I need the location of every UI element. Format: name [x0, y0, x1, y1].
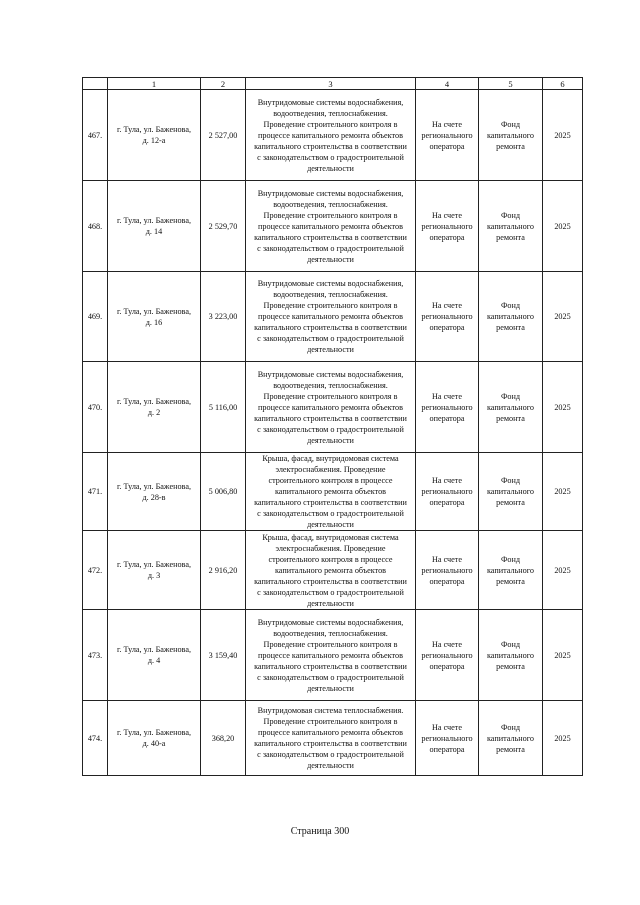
address-cell [108, 362, 201, 453]
funding-method-cell [416, 531, 479, 610]
works-cell-line: строительного контроля в процессе [268, 554, 393, 564]
works-cell-line: Внутридомовая система теплоснабжения. [257, 706, 404, 715]
table-header [83, 78, 583, 90]
funding-method-cell-line: оператора [429, 232, 465, 242]
fund-cell-line: Фонд [500, 722, 521, 732]
works-cell-line: с законодательством о градостроительной [257, 243, 404, 253]
address-cell-line: г. Тула, ул. Баженова, [116, 306, 191, 316]
works-cell-line: процессе капитального ремонта объектов [258, 312, 403, 321]
fund-cell-line: ремонта [496, 576, 525, 586]
year-cell: 2025 [543, 701, 583, 776]
address-cell-line: г. Тула, ул. Баженова, [116, 728, 191, 737]
address-cell [108, 181, 201, 272]
fund-cell [479, 90, 543, 181]
fund-cell [479, 610, 543, 701]
fund-cell-line: капитального [486, 487, 535, 496]
works-cell-line: Крыша, фасад, внутридомовая система [262, 454, 399, 463]
works-cell-line: капитального строительства в соответствии [254, 576, 407, 586]
works-cell-line: процессе капитального ремонта объектов [258, 130, 403, 140]
fund-cell-line: Фонд [500, 639, 521, 649]
fund-cell [479, 531, 543, 610]
fund-cell-line: Фонд [500, 210, 521, 220]
fund-cell-line: ремонта [496, 323, 525, 332]
year-cell: 2025 [543, 453, 583, 531]
fund-cell [479, 701, 543, 776]
cost-cell: 2 529,70 [201, 181, 246, 272]
fund-cell-line: Фонд [500, 119, 521, 129]
fund-cell-line: ремонта [496, 744, 525, 754]
works-cell [246, 531, 416, 610]
fund-cell-line: капитального [486, 650, 535, 660]
works-cell-line: Проведение строительного контроля в [263, 119, 398, 129]
funding-method-cell-line: оператора [429, 744, 465, 754]
works-cell-line: Проведение строительного контроля в [263, 210, 398, 220]
address-cell-line: д. 14 [145, 227, 163, 236]
works-cell-line: Внутридомовые системы водоснабжения, [257, 369, 404, 379]
works-cell-line: процессе капитального ремонта объектов [258, 402, 403, 412]
header-row [83, 78, 583, 90]
column-header-4: 4 [416, 78, 479, 90]
table-body [83, 90, 583, 776]
row-number: 470. [83, 362, 108, 453]
works-cell-line: капитального строительства в соответствии [254, 739, 407, 748]
works-cell-line: процессе капитального ремонта объектов [258, 221, 403, 231]
works-cell-line: с законодательством о градостроительной [257, 587, 404, 597]
works-cell-line: с законодательством о градостроительной [257, 672, 404, 682]
works-cell-line: деятельности [307, 598, 354, 608]
works-cell-line: Внутридомовые системы водоснабжения, [257, 617, 404, 627]
page-number: Страница 300 [290, 826, 350, 837]
funding-method-cell-line: На счете [431, 722, 463, 732]
fund-cell [479, 453, 543, 531]
works-cell [246, 90, 416, 181]
works-cell-line: с законодательством о градостроительной [257, 424, 404, 434]
funding-method-cell-line: оператора [429, 576, 465, 586]
fund-cell-line: капитального [486, 130, 535, 140]
cost-cell: 3 159,40 [201, 610, 246, 701]
works-cell [246, 272, 416, 362]
address-cell [108, 610, 201, 701]
funding-method-cell-line: регионального [421, 565, 473, 575]
works-cell [246, 362, 416, 453]
column-header-1: 1 [108, 78, 201, 90]
works-cell-line: строительного контроля в процессе [268, 476, 393, 485]
works-cell-line: деятельности [307, 254, 354, 264]
cost-cell: 2 527,00 [201, 90, 246, 181]
fund-cell-line: капитального [486, 402, 535, 412]
works-cell-line: капитального ремонта объектов [274, 487, 387, 496]
funding-method-cell-line: регионального [421, 650, 473, 660]
year-cell: 2025 [543, 90, 583, 181]
funding-method-cell [416, 181, 479, 272]
works-cell-line: капитального строительства в соответствии [254, 141, 407, 151]
funding-method-cell-line: На счете [431, 301, 463, 310]
address-cell-line: д. 4 [147, 656, 161, 665]
year-cell: 2025 [543, 610, 583, 701]
funding-method-cell [416, 610, 479, 701]
funding-method-cell-line: регионального [421, 130, 473, 140]
works-cell-line: Внутридомовые системы водоснабжения, [257, 279, 404, 288]
funding-method-cell-line: На счете [431, 210, 463, 220]
funding-method-cell-line: регионального [421, 733, 473, 743]
address-cell [108, 90, 201, 181]
works-cell-line: деятельности [307, 435, 354, 445]
fund-cell-line: Фонд [500, 554, 521, 564]
table-row [83, 701, 583, 776]
works-cell-line: с законодательством о градостроительной [257, 152, 404, 162]
column-header-3: 3 [246, 78, 416, 90]
fund-cell-line: ремонта [496, 661, 525, 671]
address-cell-line: д. 12-а [142, 136, 166, 145]
works-cell-line: с законодательством о градостроительной [257, 334, 404, 343]
funding-method-cell-line: На счете [431, 554, 463, 564]
fund-cell-line: капитального [486, 312, 535, 321]
works-cell [246, 701, 416, 776]
works-cell-line: процессе капитального ремонта объектов [258, 728, 403, 737]
works-cell-line: деятельности [307, 520, 354, 529]
works-cell-line: деятельности [307, 345, 354, 354]
works-cell-line: капитального строительства в соответствии [254, 413, 407, 423]
table-row [83, 531, 583, 610]
works-cell-line: капитального строительства в соответствии [254, 661, 407, 671]
fund-cell-line: ремонта [496, 498, 525, 507]
works-cell-line: Проведение строительного контроля в [263, 301, 398, 310]
works-cell-line: с законодательством о градостроительной [257, 509, 404, 518]
works-cell-line: Проведение строительного контроля в [263, 717, 398, 726]
address-cell-line: д. 2 [147, 408, 161, 417]
address-cell-line: г. Тула, ул. Баженова, [116, 560, 191, 569]
works-cell-line: Крыша, фасад, внутридомовая система [262, 532, 399, 542]
funding-method-cell-line: оператора [429, 661, 465, 671]
works-cell-line: электроснабжения. Проведение [275, 465, 386, 474]
funding-method-cell-line: На счете [431, 119, 463, 129]
fund-cell [479, 272, 543, 362]
funding-method-cell [416, 453, 479, 531]
funding-method-cell [416, 90, 479, 181]
address-cell-line: д. 3 [147, 571, 161, 580]
works-cell [246, 610, 416, 701]
address-cell-line: д. 40-а [142, 739, 166, 748]
funding-method-cell-line: регионального [421, 221, 473, 231]
fund-cell-line: Фонд [500, 301, 521, 310]
cost-cell: 368,20 [201, 701, 246, 776]
address-cell-line: д. 16 [145, 317, 163, 327]
works-cell-line: деятельности [307, 761, 354, 770]
address-cell-line: д. 28-в [142, 492, 166, 502]
column-header-5: 5 [479, 78, 543, 90]
funding-method-cell-line: На счете [431, 639, 463, 649]
row-number: 474. [83, 701, 108, 776]
table-row [83, 362, 583, 453]
funding-method-cell-line: оператора [429, 323, 465, 332]
row-number: 469. [83, 272, 108, 362]
fund-cell-line: капитального [486, 221, 535, 231]
table-row [83, 90, 583, 181]
funding-method-cell [416, 701, 479, 776]
table-row [83, 272, 583, 362]
fund-cell [479, 181, 543, 272]
works-cell-line: деятельности [307, 683, 354, 693]
cost-cell: 5 006,80 [201, 453, 246, 531]
table-row [83, 181, 583, 272]
fund-cell-line: Фонд [500, 476, 521, 485]
address-cell-line: г. Тула, ул. Баженова, [116, 481, 191, 491]
funding-method-cell-line: регионального [421, 402, 473, 412]
address-cell-line: г. Тула, ул. Баженова, [116, 645, 191, 654]
address-cell-line: г. Тула, ул. Баженова, [116, 216, 191, 225]
fund-cell-line: ремонта [496, 141, 525, 151]
works-cell-line: водоотведения, теплоснабжения. [273, 290, 388, 299]
fund-cell-line: капитального [486, 733, 535, 743]
row-number: 467. [83, 90, 108, 181]
works-cell [246, 453, 416, 531]
funding-method-cell-line: На счете [431, 391, 463, 401]
address-cell [108, 453, 201, 531]
funding-method-cell-line: регионального [421, 312, 473, 321]
row-number: 468. [83, 181, 108, 272]
year-cell: 2025 [543, 531, 583, 610]
address-cell [108, 272, 201, 362]
table-row [83, 453, 583, 531]
row-number: 471. [83, 453, 108, 531]
year-cell: 2025 [543, 272, 583, 362]
works-cell-line: водоотведения, теплоснабжения. [273, 380, 388, 390]
year-cell: 2025 [543, 362, 583, 453]
cost-cell: 2 916,20 [201, 531, 246, 610]
column-header-0 [83, 78, 108, 90]
column-header-2: 2 [201, 78, 246, 90]
address-cell-line: г. Тула, ул. Баженова, [116, 125, 191, 134]
works-cell-line: водоотведения, теплоснабжения. [273, 199, 388, 209]
works-cell-line: Внутридомовые системы водоснабжения, [257, 97, 404, 107]
capital-repair-table [82, 77, 583, 776]
address-cell [108, 701, 201, 776]
table-row [83, 610, 583, 701]
works-cell-line: электроснабжения. Проведение [275, 543, 386, 553]
works-cell-line: Внутридомовые системы водоснабжения, [257, 188, 404, 198]
cost-cell: 3 223,00 [201, 272, 246, 362]
year-cell: 2025 [543, 181, 583, 272]
column-header-6: 6 [543, 78, 583, 90]
works-cell-line: капитального строительства в соответствии [254, 232, 407, 242]
works-cell-line: капитального строительства в соответствии [254, 323, 407, 332]
cost-cell: 5 116,00 [201, 362, 246, 453]
fund-cell [479, 362, 543, 453]
funding-method-cell-line: оператора [429, 413, 465, 423]
address-cell-line: г. Тула, ул. Баженова, [116, 397, 191, 406]
works-cell-line: процессе капитального ремонта объектов [258, 650, 403, 660]
row-number: 473. [83, 610, 108, 701]
works-cell-line: капитального строительства в соответствии [254, 498, 407, 507]
address-cell [108, 531, 201, 610]
fund-cell-line: Фонд [500, 391, 521, 401]
row-number: 472. [83, 531, 108, 610]
works-cell-line: с законодательством о градостроительной [257, 750, 404, 759]
works-cell-line: капитального ремонта объектов [274, 565, 387, 575]
fund-cell-line: ремонта [496, 232, 525, 242]
works-cell-line: водоотведения, теплоснабжения. [273, 108, 388, 118]
fund-cell-line: капитального [486, 565, 535, 575]
works-cell-line: водоотведения, теплоснабжения. [273, 628, 388, 638]
works-cell-line: Проведение строительного контроля в [263, 391, 398, 401]
funding-method-cell [416, 272, 479, 362]
fund-cell-line: ремонта [496, 413, 525, 423]
funding-method-cell-line: регионального [421, 487, 473, 496]
funding-method-cell-line: оператора [429, 498, 465, 507]
works-cell-line: деятельности [307, 163, 354, 173]
funding-method-cell [416, 362, 479, 453]
funding-method-cell-line: На счете [431, 476, 463, 485]
works-cell-line: Проведение строительного контроля в [263, 639, 398, 649]
works-cell [246, 181, 416, 272]
funding-method-cell-line: оператора [429, 141, 465, 151]
